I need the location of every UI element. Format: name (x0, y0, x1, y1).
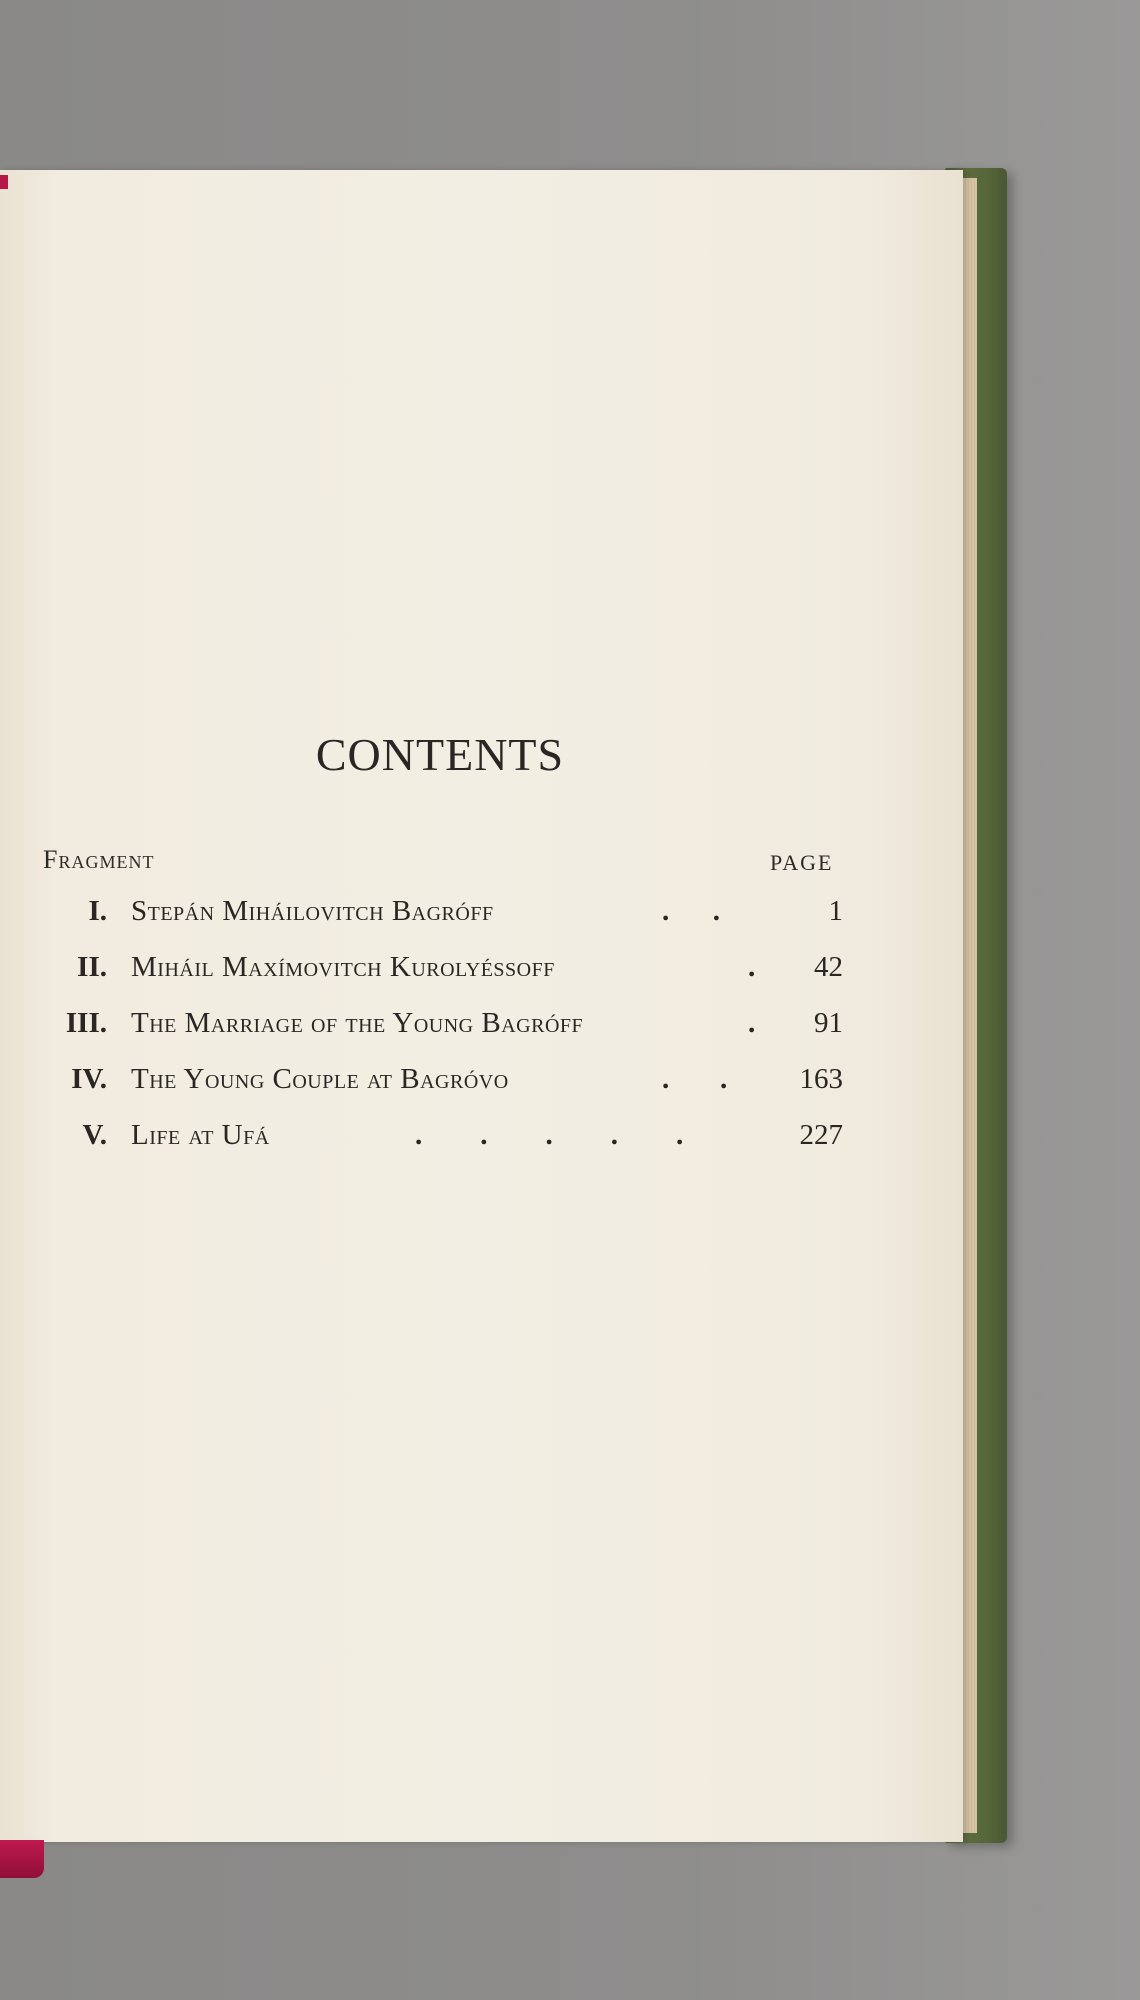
toc-title: Life at Ufá (131, 1119, 270, 1151)
toc-title: The Marriage of the Young Bagróff (131, 1007, 584, 1039)
toc-title: Miháil Maxímovitch Kurolyéssoff (131, 951, 555, 983)
toc-title: Stepán Miháilovitch Bagróff (131, 895, 494, 927)
toc-numeral: II. (77, 951, 107, 983)
bookmark-ribbon-top (0, 175, 8, 189)
toc-entry[interactable] (0, 951, 900, 991)
toc-entry[interactable] (0, 1063, 900, 1103)
toc-numeral: V. (82, 1119, 107, 1151)
column-header-fragment: Fragment (43, 845, 155, 874)
toc-leader: . . (662, 895, 720, 927)
contents-heading: CONTENTS (315, 729, 565, 780)
toc-leader: . (748, 1007, 756, 1039)
toc-page-number: 227 (799, 1119, 843, 1151)
toc-page-number: 1 (828, 895, 843, 927)
book-page (0, 170, 963, 1842)
toc-page-number: 163 (799, 1063, 843, 1095)
toc-title: The Young Couple at Bagróvo (131, 1063, 509, 1095)
bookmark-ribbon[interactable] (0, 1840, 44, 1878)
toc-leader: . . (662, 1063, 728, 1095)
toc-page-number: 91 (814, 1007, 843, 1039)
toc-leader: . . . . . (415, 1119, 684, 1151)
toc-page-number: 42 (814, 951, 843, 983)
toc-entry[interactable] (0, 1007, 900, 1047)
toc-numeral: III. (65, 1007, 107, 1039)
toc-entry[interactable] (0, 1119, 900, 1159)
toc-numeral: I. (88, 895, 107, 927)
column-header-page: PAGE (770, 850, 834, 875)
toc-leader: . (748, 951, 756, 983)
toc-numeral: IV. (71, 1063, 107, 1095)
toc-entry[interactable] (0, 895, 900, 935)
